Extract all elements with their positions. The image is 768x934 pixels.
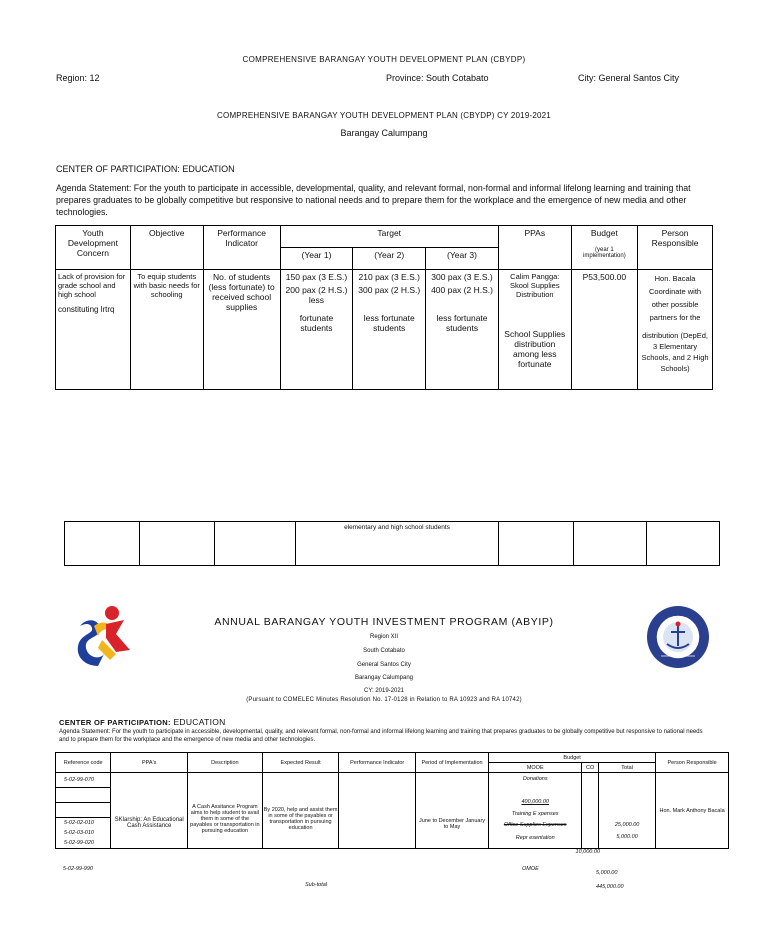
abyip-header-budget: Budget xyxy=(489,753,656,763)
person-b: Coordinate with other possible partners for the xyxy=(648,287,702,322)
total-value: 25,000.00 xyxy=(614,822,640,828)
total-value: 445,000.00 xyxy=(596,884,624,890)
table-row xyxy=(56,270,713,390)
abyip-co-cell xyxy=(582,773,599,849)
abyip-total-cell xyxy=(599,773,656,849)
abyip-header-period: Period of Implementation xyxy=(415,753,488,773)
ref-code: 5-02-02-010 xyxy=(64,820,94,826)
abyip-header-person: Person Responsible xyxy=(656,753,729,773)
abyip-header-indicator: Performance Indicator xyxy=(339,753,416,773)
year3-b: 400 pax (2 H.S.) xyxy=(431,285,493,295)
abyip-header-co: CO xyxy=(582,763,599,773)
abyip-title: ANNUAL BARANGAY YOUTH INVESTMENT PROGRAM (ABYIP) xyxy=(214,616,554,628)
empty-cell xyxy=(56,788,110,803)
abyip-city: General Santos City xyxy=(357,662,411,668)
person-a: Hon. Bacala xyxy=(654,274,696,283)
year2-b: 300 pax (2 H.S.) xyxy=(358,285,421,295)
abyip-header-total: Total xyxy=(599,763,656,773)
header-budget xyxy=(571,226,637,270)
abyip-ref-cell xyxy=(56,773,111,849)
total-value: 5,000.00 xyxy=(596,870,618,876)
header-year1: (Year 1) xyxy=(280,248,353,270)
empty-cell xyxy=(215,522,296,566)
year1-c: fortunate students xyxy=(299,313,334,333)
abyip-barangay: Barangay Calumpang xyxy=(354,675,414,681)
header-ppas: PPAs xyxy=(498,226,571,270)
abyip-center-label: CENTER OF PARTICIPATION: xyxy=(59,718,171,727)
abyip-person-cell: Hon. Mark Anthony Bacala xyxy=(656,773,729,849)
subtotal-label: Sub-total xyxy=(305,882,328,888)
year3-c: less fortunate students xyxy=(436,313,488,333)
mooe-item: OMOE xyxy=(522,866,539,872)
header-youth-concern: Youth Development Concern xyxy=(56,226,131,270)
cbydp-barangay: Barangay Calumpang xyxy=(340,128,428,138)
year1-a: 150 pax (3 E.S.) xyxy=(285,272,348,282)
abyip-center xyxy=(59,717,226,727)
abyip-header-mooe: MOOE xyxy=(489,763,582,773)
cbydp-plan-title: COMPREHENSIVE BARANGAY YOUTH DEVELOPMENT PLAN (CBYDP) CY 2019-2021 xyxy=(217,111,551,120)
abyip-header-result: Expected Result xyxy=(262,753,339,773)
cell-budget: P53,500.00 xyxy=(571,270,637,390)
abyip-pursuant: (Pursuant to COMELEC Minutes Resolution No. 17-0128 in Relation to RA 10923 and RA 10742) xyxy=(246,697,522,703)
table-row xyxy=(56,773,729,849)
empty-cell xyxy=(599,773,655,819)
ppa-a: Calim Pangga: Skool Supplies Distribution xyxy=(509,272,560,299)
cell-objective: To equip students with basic needs for schooling xyxy=(130,270,203,390)
cell-indicator: No. of students (less fortunate) to received school supplies xyxy=(203,270,280,390)
total-value: 5,000.00 xyxy=(616,834,638,840)
empty-cell xyxy=(140,522,215,566)
empty-cell xyxy=(489,785,581,797)
abyip-ppa-cell: SKlarship: An Educational Cash Assistance xyxy=(111,773,188,849)
header-target: Target xyxy=(280,226,498,248)
abyip-header-ppas: PPA's xyxy=(111,753,188,773)
cbydp-table xyxy=(55,225,713,390)
mooe-item: 400,000.00 xyxy=(521,799,549,805)
year1-b: 200 pax (2 H.S.) less xyxy=(285,285,348,305)
ref-code: 5-02-99-990 xyxy=(63,866,93,872)
abyip-province: South Cotabato xyxy=(363,648,405,654)
abyip-indicator-cell xyxy=(339,773,416,849)
header-year2: (Year 2) xyxy=(353,248,426,270)
mooe-item: Office Supplies Expenses xyxy=(503,822,567,828)
continuation-table xyxy=(64,521,720,566)
abyip-description-cell: A Cash Assitance Program aims to help student to avail them in some of the payables or transportation in pursuing education xyxy=(187,773,262,849)
abyip-mooe-cell xyxy=(489,773,582,849)
header-year3: (Year 3) xyxy=(426,248,499,270)
center-of-participation: CENTER OF PARTICIPATION: EDUCATION xyxy=(56,164,235,174)
total-value: 10,000.00 xyxy=(575,849,600,855)
header-person-responsible: Person Responsible xyxy=(638,226,713,270)
mooe-item: Donations xyxy=(522,776,548,782)
empty-cell xyxy=(56,803,110,818)
mooe-item: Repr esentation xyxy=(515,835,555,841)
header-objective: Objective xyxy=(130,226,203,270)
city-label: City: General Santos City xyxy=(578,73,680,83)
abyip-center-value: EDUCATION xyxy=(173,717,226,727)
header-performance-indicator: Performance Indicator xyxy=(203,226,280,270)
mooe-item: Training E xpenses xyxy=(511,811,559,817)
header-budget-label: Budget xyxy=(590,228,618,238)
ref-code: 5-02-03-010 xyxy=(64,830,94,836)
empty-cell xyxy=(65,522,140,566)
ppa-b: School Supplies distribution among less fortunate xyxy=(504,329,566,369)
cell-ppas xyxy=(498,270,571,390)
cbydp-header-title: COMPREHENSIVE BARANGAY YOUTH DEVELOPMENT PLAN (CBYDP) xyxy=(242,55,526,64)
region-label: Region: 12 xyxy=(56,73,100,83)
ref-code: 5-02-99-020 xyxy=(64,840,94,846)
abyip-table xyxy=(55,752,729,849)
empty-cell xyxy=(499,522,574,566)
empty-cell xyxy=(574,522,647,566)
cell-year3 xyxy=(426,270,499,390)
cell-year2 xyxy=(353,270,426,390)
year2-a: 210 pax (3 E.S.) xyxy=(358,272,420,282)
concern-text: Lack of provision for grade school and high school xyxy=(58,272,126,299)
abyip-result-cell: By 2020, help and assist them in some of the payables or transportation in pursuing education xyxy=(262,773,339,849)
abyip-agenda: Agenda Statement: For the youth to participate in accessible, developmental, quality, and relevant formal, non-formal and informal lifelong learning and training that prepares graduates to be globally competitive but responsive to national needs and to prepare them for the workplace and the emergence of new media and other technologies. xyxy=(59,729,703,743)
abyip-region: Region XII xyxy=(369,634,399,640)
continued-text: elementary and high school students xyxy=(296,522,499,566)
cell-concern xyxy=(56,270,131,390)
concern-extra: constituting lrtrq xyxy=(58,305,115,314)
year2-c: less fortunate students xyxy=(363,313,415,333)
header-budget-note: (year 1 implementation) xyxy=(583,247,626,259)
empty-cell xyxy=(647,522,720,566)
year3-a: 300 pax (3 E.S.) xyxy=(431,272,493,282)
abyip-cy: CY: 2019-2021 xyxy=(363,688,405,694)
cell-year1 xyxy=(280,270,353,390)
person-c: distribution (DepEd, 3 Elementary Schools, and 2 High Schools) xyxy=(641,331,709,373)
agenda-statement: Agenda Statement: For the youth to participate in accessible, developmental, quality, and relevant formal, non-formal and informal lifelong learning and training that prepares graduates to be globally competitive but responsive to national needs and to prepare them for the workplace and the emergence of new media and other technologies. xyxy=(56,183,691,217)
abyip-header-description: Description xyxy=(187,753,262,773)
province-label: Province: South Cotabato xyxy=(386,73,489,83)
abyip-header-ref: Reference code xyxy=(56,753,111,773)
cell-person xyxy=(638,270,713,390)
abyip-period-cell: June to December January to May xyxy=(415,773,488,849)
ref-code: 5-02-99-070 xyxy=(56,773,110,788)
